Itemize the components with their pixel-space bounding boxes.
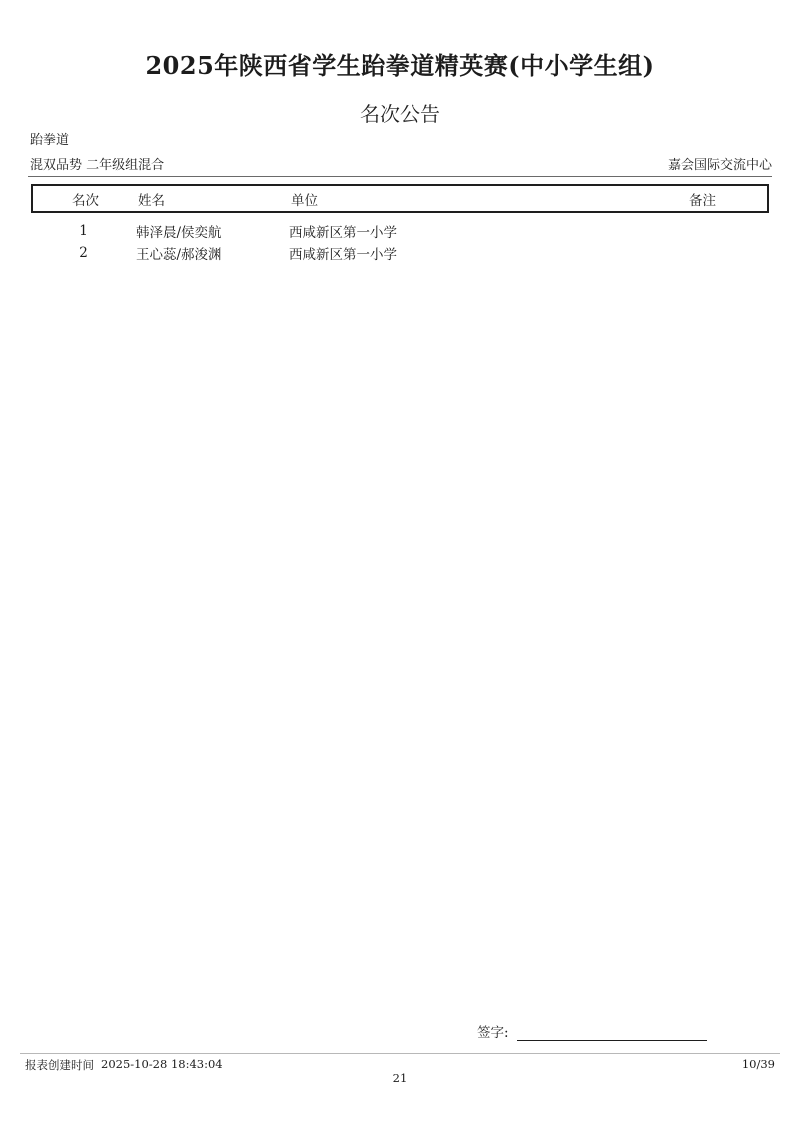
divider-line	[28, 176, 772, 177]
signature-label: 签字:	[477, 1025, 509, 1041]
signature-line	[517, 1024, 707, 1041]
footer-divider	[20, 1053, 780, 1054]
column-header-rank: 名次	[72, 192, 99, 209]
venue-label: 嘉会国际交流中心	[667, 158, 772, 173]
page-indicator: 10/39	[741, 1057, 775, 1071]
report-created-time: 2025-10-28 18:43:04	[101, 1057, 223, 1071]
table-row	[31, 220, 769, 242]
table-body	[31, 220, 769, 264]
name-cell: 王心蕊/郝浚渊	[136, 247, 222, 263]
rank-cell: 2	[79, 245, 88, 261]
page-number: 21	[392, 1071, 408, 1085]
report-created-label: 报表创建时间	[25, 1058, 94, 1072]
event-row	[30, 154, 772, 173]
table-header-row	[31, 184, 769, 213]
column-header-name: 姓名	[138, 192, 165, 209]
column-header-unit: 单位	[291, 192, 318, 209]
name-cell: 韩泽晨/侯奕航	[136, 225, 222, 241]
unit-cell: 西咸新区第一小学	[289, 225, 397, 241]
column-header-note: 备注	[689, 192, 716, 209]
event-label: 混双品势 二年级组混合	[30, 158, 165, 173]
rank-cell: 1	[79, 223, 88, 239]
page-subtitle: 名次公告	[360, 102, 440, 126]
page-title: 2025年陕西省学生跆拳道精英赛(中小学生组)	[145, 51, 655, 80]
unit-cell: 西咸新区第一小学	[289, 247, 397, 263]
sport-label: 跆拳道	[30, 133, 70, 148]
signature-area	[477, 1021, 707, 1041]
table-row	[31, 242, 769, 264]
